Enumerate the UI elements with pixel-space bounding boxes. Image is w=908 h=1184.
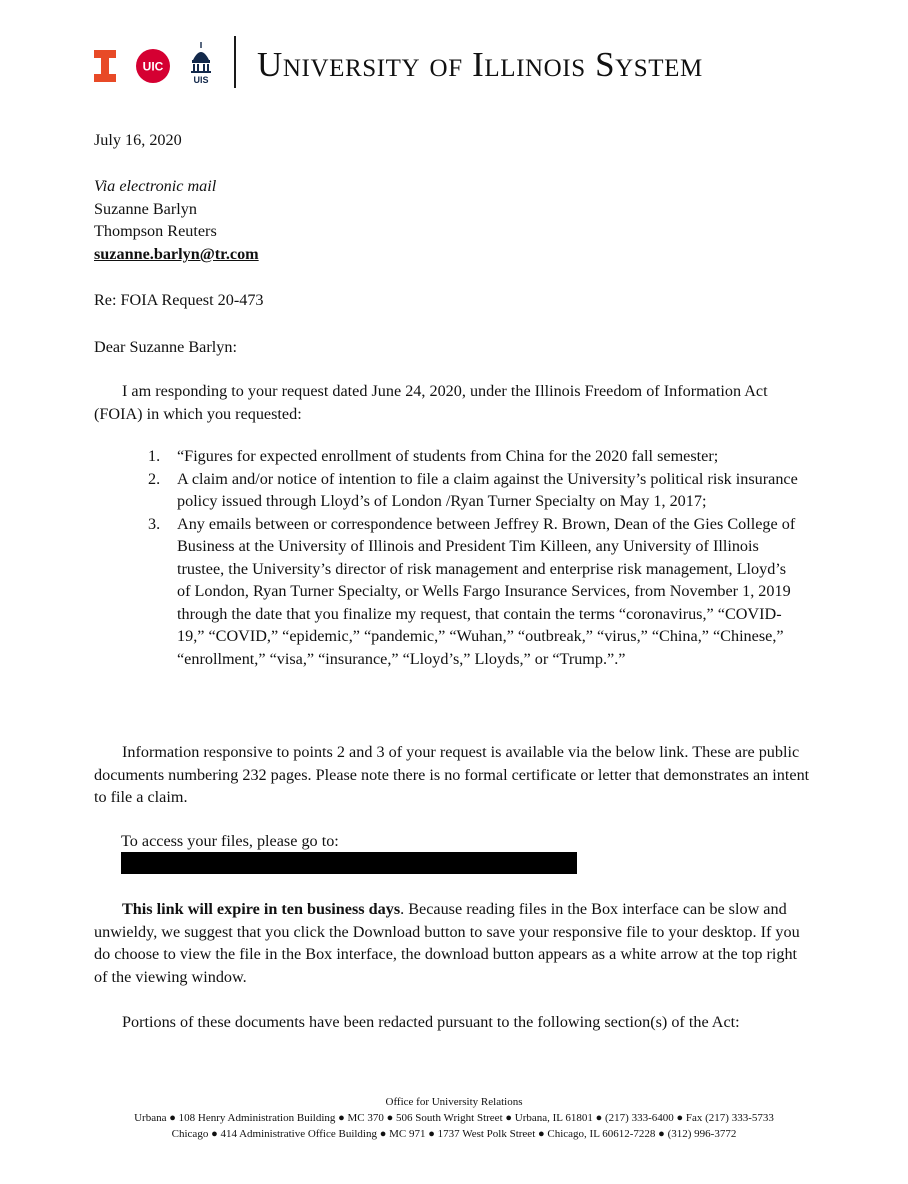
svg-text:UIC: UIC [142, 59, 164, 74]
list-item-text: “Figures for expected enrollment of students from China for the 2020 fall semester; [177, 447, 719, 465]
footer-office: Office for University Relations [385, 1096, 523, 1108]
letter-date: July 16, 2020 [94, 131, 182, 149]
expiration-paragraph [94, 898, 814, 988]
responsive-info-paragraph: Information responsive to points 2 and 3 of your request is available via the below link. These are public documents numbering 232 pages. Please note there is no formal certificate or letter that demonstrates an intent to file a claim. [94, 743, 810, 806]
recipient-email[interactable]: suzanne.barlyn@tr.com [94, 245, 259, 263]
list-item [148, 468, 800, 513]
salutation: Dear Suzanne Barlyn: [94, 338, 237, 356]
download-instructions: . Because reading files in the Box interface can be slow and unwieldy, we suggest that you click the Download button to save your responsive file to your desktop. If you do choose to view the file in the Box interface, the download button appears as a white arrow at the top right of the viewing window. [94, 900, 800, 986]
list-item-text: A claim and/or notice of intention to file a claim against the University’s political risk insurance policy issued through Lloyd’s of London /Ryan Turner Specialty on May 1, 2017; [177, 469, 798, 510]
list-item-number: 1. [148, 447, 161, 465]
delivery-method: Via electronic mail [94, 177, 217, 195]
list-item-number: 2. [148, 469, 161, 488]
intro-paragraph: I am responding to your request dated June 24, 2020, under the Illinois Freedom of Information Act (FOIA) in which you requested: [94, 382, 768, 423]
uic-logo [136, 49, 170, 83]
re-line: Re: FOIA Request 20-473 [94, 291, 264, 309]
request-list [148, 445, 800, 670]
org-title: University of Illinois System [257, 45, 703, 84]
redacted-link [121, 852, 577, 874]
list-item [148, 445, 800, 468]
list-item [148, 513, 800, 671]
recipient-name: Suzanne Barlyn [94, 200, 197, 218]
header-divider [234, 36, 236, 88]
svg-text:UIS: UIS [193, 75, 209, 84]
expiration-notice: This link will expire in ten business days [122, 900, 401, 918]
list-item-text: Any emails between or correspondence between Jeffrey R. Brown, Dean of the Gies College of Business at the University of Illinois and President Tim Killeen, any University of Illinois trustee, the University’s director of risk management and enterprise risk management, Lloyd’s of London, Ryan Turner Specialty, or Wells Fargo Insurance Services, from November 1, 2019 through the date that you finalize my request, that contain the terms “coronavirus,” “COVID-19,” “COVID,” “epidemic,” “pandemic,” “Wuhan,” “outbreak,” “virus,” “China,” “Chinese,” “enrollment,” “visa,” “insurance,” “Lloyd’s,” Lloyds,” or “Trump.”.” [177, 514, 796, 668]
footer-chicago-address: Chicago ● 414 Administrative Office Building ● MC 971 ● 1737 West Polk Street ● Chicago, IL 60612-7228 ● (312) 996-3772 [171, 1128, 737, 1140]
uis-dome-logo [190, 42, 212, 84]
list-item-number: 3. [148, 514, 161, 533]
letterhead [94, 36, 814, 92]
footer-urbana-address: Urbana ● 108 Henry Administration Building ● MC 370 ● 506 South Wright Street ● Urbana, IL 61801 ● (217) 333-6400 ● Fax (217) 333-5733 [134, 1112, 774, 1124]
redaction-paragraph: Portions of these documents have been redacted pursuant to the following section(s) of the Act: [122, 1013, 740, 1031]
access-label: To access your files, please go to: [121, 832, 339, 850]
illinois-block-i-logo [94, 50, 116, 82]
recipient-org: Thompson Reuters [94, 222, 217, 240]
